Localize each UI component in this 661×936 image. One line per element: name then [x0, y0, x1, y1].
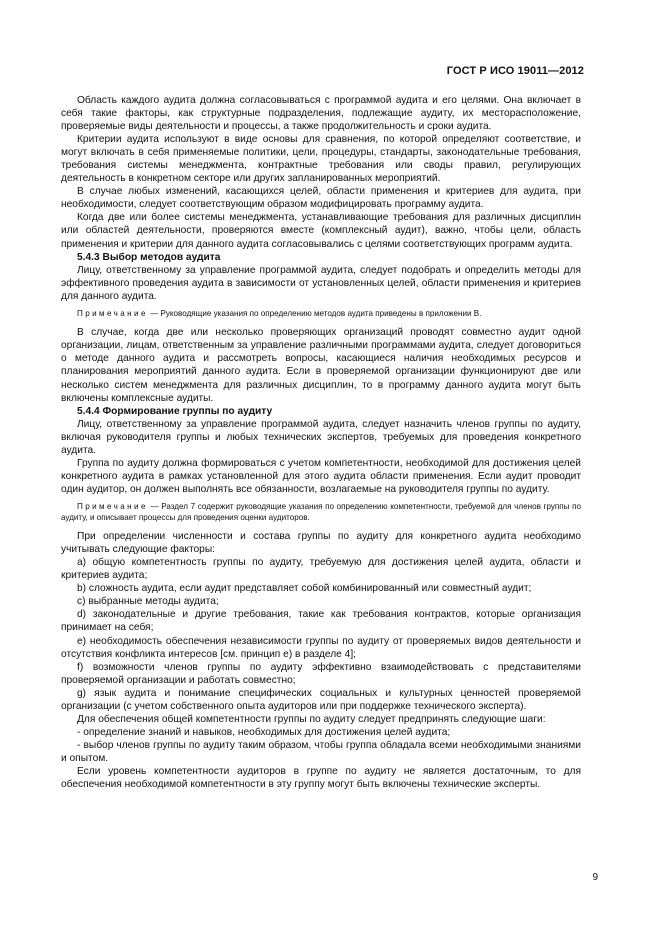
- paragraph-team-formation: Группа по аудиту должна формироваться с учетом компетентности, необходимой для достижения целей конкретного аудита в рамках установленной для этого аудита области применения. Если аудит проводит один аудитор, он должен выполнять все обязанности, возлагаемые на руководителя группы по аудиту.: [61, 457, 581, 495]
- list-item-d: d) законодательные и другие требования, такие как требования контрактов, которые организация принимает на себя;: [61, 609, 581, 634]
- section-heading-5-4-4: 5.4.4 Формирование группы по аудиту: [77, 405, 273, 417]
- section-heading-5-4-3: 5.4.3 Выбор методов аудита: [77, 251, 221, 263]
- paragraph-technical-experts: Если уровень компетентности аудиторов в группе по аудиту не является достаточным, то для обеспечения необходимой компетентности в эту группу могут быть включены технические эксперты.: [61, 765, 581, 791]
- paragraph-team-size: При определении численности и состава группы по аудиту для конкретного аудита необходимо учитывать следующие факторы:: [61, 531, 581, 556]
- page-number: 9: [592, 872, 598, 883]
- paragraph-select-methods: Лицу, ответственному за управление программой аудита, следует подобрать и определить методы для эффективного проведения аудита в зависимости от установленных целей, области применения и критериев для данного аудита.: [61, 264, 581, 302]
- paragraph-assign-team: Лицу, ответственному за управление программой аудита, следует назначить членов группы по аудиту, включая руководителя группы и любых технических экспертов, требуемых для проведения конкретного аудита.: [61, 418, 581, 456]
- list-item-b: b) сложность аудита, если аудит представляет собой комбинированный или совместный аудит;: [77, 583, 532, 595]
- note-dash: —: [150, 308, 159, 318]
- paragraph-joint-audit: В случае, когда две или несколько проверяющих организаций проводят совместно аудит одной организации, лицам, ответственным за управление различными программами аудита, следует договориться о методе данного аудита и рассмотреть вопросы, касающиеся наличия необходимых ресурсов и планирования мероприятий данного аудита. Если в проверяемой организации функционируют две или несколько систем менеджмента для различных дисциплин, то в программу данного аудита могут быть включены комплексные аудиты.: [61, 327, 581, 404]
- list-item-f: f) возможности членов группы по аудиту эффективно взаимодействовать с представителями проверяемой организации и работать совместно;: [61, 661, 581, 686]
- note-label: Примечание: [77, 501, 148, 511]
- paragraph-competence-steps: Для обеспечения общей компетентности группы по аудиту следует предпринять следующие шаги:: [77, 713, 546, 725]
- list-item-a: a) общую компетентность группы по аудиту, требуемую для достижения целей аудита, области и критериев аудита;: [61, 557, 581, 582]
- note-competence: [61, 502, 581, 523]
- list-item-g: g) язык аудита и понимание специфических социальных и культурных ценностей проверяемой организации (с учетом собственного опыта аудиторов или при поддержке технического эксперта).: [61, 687, 581, 712]
- paragraph-combined-audit: Когда две или более системы менеджмента, устанавливающие требования для различных дисциплин или областей деятельности, проверяются вместе (комплексный аудит), важно, чтобы цели, область применения и критерии для данного аудита согласовывались с целями соответствующих программ аудита.: [61, 212, 581, 250]
- note-text: Раздел 7 содержит руководящие указания по определению компетентности, требуемой для членов группы по аудиту, и описывает процессы для проведения оценки аудиторов.: [61, 501, 582, 522]
- list-item-c: c) выбранные методы аудита;: [77, 596, 219, 608]
- list-item-e: e) необходимость обеспечения независимости группы по аудиту от проверяемых видов деятельности и отсутствия конфликта интересов [см. принцип е) в разделе 4];: [61, 635, 581, 660]
- list-item-dash-1: - определение знаний и навыков, необходимых для достижения целей аудита;: [77, 726, 451, 738]
- paragraph-changes: В случае любых изменений, касающихся целей, области применения и критериев для аудита, при необходимости, следует соответствующим образом модифицировать программу аудита.: [61, 186, 581, 211]
- paragraph-audit-scope: Область каждого аудита должна согласовываться с программой аудита и его целями. Она включает в себя такие факторы, как структурные подразделения, подлежащие аудиту, их месторасположение, проверяемые виды деятельности и процессы, а также продолжительность и сроки аудита.: [61, 95, 581, 133]
- document-body: [61, 94, 581, 791]
- note-methods: [61, 309, 581, 320]
- paragraph-audit-criteria: Критерии аудита используют в виде основы для сравнения, по которой определяют соответствие, и могут включать в себя применяемые политики, цели, процедуры, стандарты, законодательные требования, требования системы менеджмента, контрактные требования или своды правил, регулирующих деятельность в конкретном секторе или других запланированных мероприятий.: [61, 134, 581, 185]
- document-header: ГОСТ Р ИСО 19011—2012: [446, 65, 584, 77]
- note-text: Руководящие указания по определению методов аудита приведены в приложении В.: [160, 308, 482, 318]
- note-label: Примечание: [77, 308, 148, 318]
- list-item-dash-2: - выбор членов группы по аудиту таким образом, чтобы группа обладала всеми необходимыми знаниями и опытом.: [61, 739, 581, 764]
- note-dash: —: [150, 501, 159, 511]
